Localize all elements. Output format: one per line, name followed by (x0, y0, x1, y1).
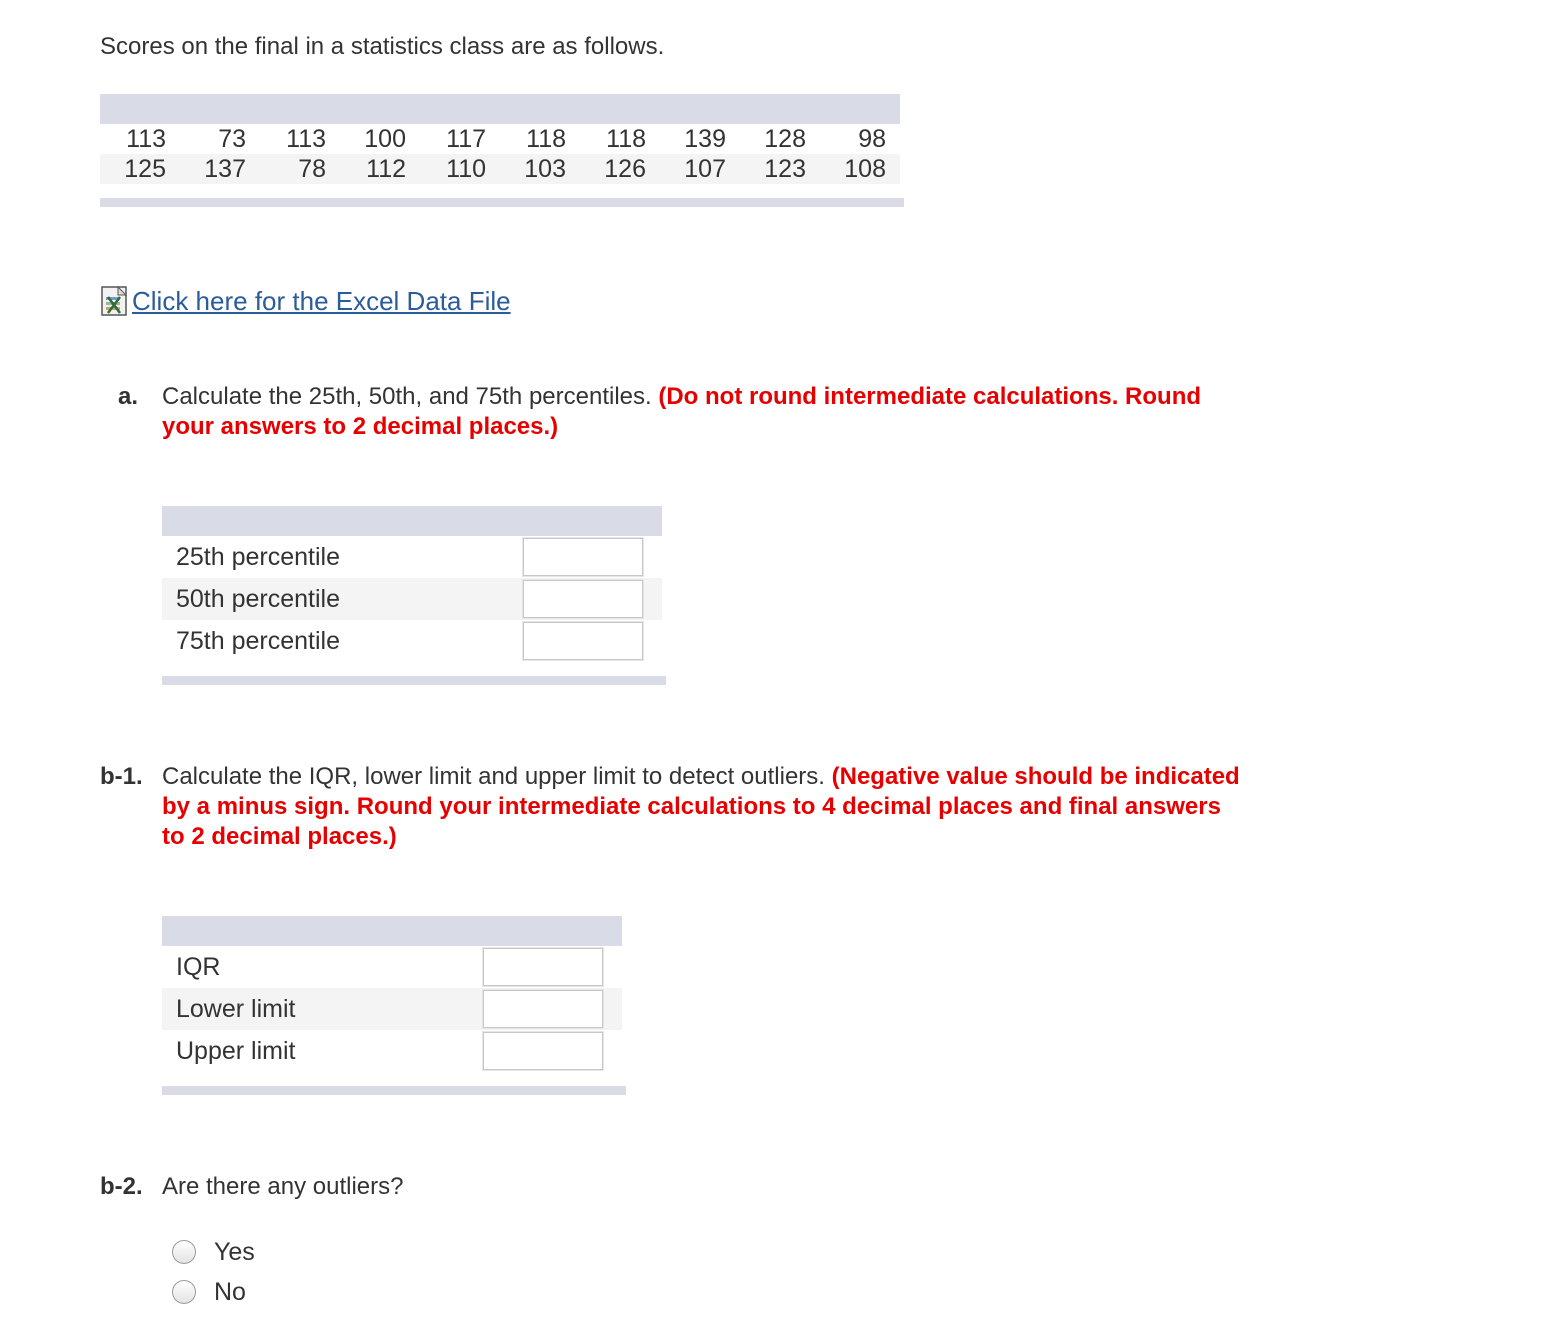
part-b2-label: b-2. (100, 1173, 143, 1200)
score-cell: 103 (524, 155, 566, 183)
scores-table-header (100, 94, 900, 124)
score-cell: 118 (606, 125, 646, 153)
score-cell: 98 (858, 125, 886, 153)
part-a-instruction-1: (Do not round intermediate calculations. Round (658, 383, 1202, 410)
part-a-instruction-2: your answers to 2 decimal places.) (162, 413, 559, 440)
score-cell: 123 (764, 155, 806, 183)
percentile-25-input[interactable] (523, 538, 643, 576)
part-b1-instruction-2: by a minus sign. Round your intermediate calculations to 4 decimal places and final answers (162, 793, 1221, 820)
score-cell: 128 (764, 125, 806, 153)
row-label: Upper limit (176, 1037, 296, 1065)
option-no[interactable] (172, 1272, 246, 1312)
row-label: IQR (176, 953, 221, 981)
table-row (162, 946, 622, 988)
row-label: 25th percentile (176, 543, 341, 571)
row-label: 75th percentile (176, 627, 341, 655)
part-a-question (162, 382, 1362, 442)
outlier-table-footer (162, 1086, 626, 1095)
part-b1-instruction-1: (Negative value should be indicated (831, 763, 1240, 790)
score-cell: 125 (124, 155, 166, 183)
excel-data-link-row[interactable] (100, 283, 511, 319)
score-cell: 137 (204, 155, 246, 183)
radio-yes[interactable] (172, 1240, 196, 1264)
option-no-label[interactable]: No (214, 1277, 246, 1306)
iqr-input[interactable] (483, 948, 603, 986)
lower-limit-input[interactable] (483, 990, 603, 1028)
score-cell: 107 (684, 155, 726, 183)
scores-row-2 (100, 154, 900, 184)
part-b2-text: Are there any outliers? (162, 1173, 404, 1200)
part-b1-instruction-3: to 2 decimal places.) (162, 823, 397, 850)
part-b1-text: Calculate the IQR, lower limit and upper limit to detect outliers. (162, 763, 825, 790)
score-cell: 100 (364, 125, 406, 153)
table-row (162, 536, 662, 578)
part-a-text: Calculate the 25th, 50th, and 75th percentiles. (162, 383, 652, 410)
percentile-50-input[interactable] (523, 580, 643, 618)
option-yes-label[interactable]: Yes (214, 1237, 255, 1266)
score-cell: 78 (298, 155, 326, 183)
score-cell: 73 (218, 125, 246, 153)
row-label: Lower limit (176, 995, 296, 1023)
score-cell: 112 (366, 155, 406, 183)
row-label: 50th percentile (176, 585, 341, 613)
score-cell: 113 (126, 125, 166, 153)
percentile-75-input[interactable] (523, 622, 643, 660)
table-row (162, 988, 622, 1030)
part-b1-label: b-1. (100, 763, 143, 790)
intro-text: Scores on the final in a statistics class are as follows. (100, 33, 665, 60)
part-b1-question (162, 762, 1412, 852)
percentile-table-header (162, 506, 662, 536)
score-cell: 117 (446, 125, 486, 153)
excel-data-link[interactable]: Click here for the Excel Data File (132, 285, 511, 316)
score-cell: 108 (844, 155, 886, 183)
option-yes[interactable] (172, 1232, 255, 1272)
excel-file-icon (100, 285, 130, 317)
upper-limit-input[interactable] (483, 1032, 603, 1070)
table-row (162, 1030, 622, 1072)
score-cell: 126 (604, 155, 646, 183)
scores-row-1 (100, 124, 900, 154)
score-cell: 110 (446, 155, 486, 183)
part-a-label: a. (118, 383, 139, 410)
score-cell: 139 (684, 125, 726, 153)
scores-table-footer (100, 198, 904, 207)
score-cell: 118 (526, 125, 566, 153)
outlier-table-header (162, 916, 622, 946)
table-row (162, 620, 662, 662)
radio-no[interactable] (172, 1280, 196, 1304)
score-cell: 113 (286, 125, 326, 153)
percentile-table-footer (162, 676, 666, 685)
table-row (162, 578, 662, 620)
